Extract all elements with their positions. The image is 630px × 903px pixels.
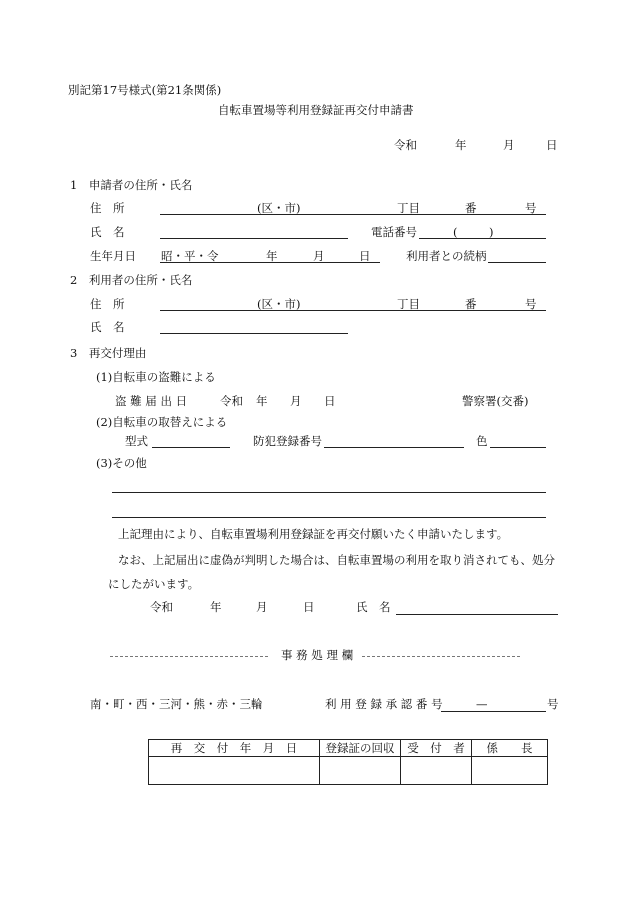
police-station: 警察署(交番) (462, 394, 529, 408)
declaration-year: 年 (210, 600, 222, 614)
date-day: 日 (546, 138, 558, 152)
theft-year: 年 (256, 394, 268, 408)
section2-heading: 2 利用者の住所・氏名 (70, 273, 193, 287)
col-certificate-recovery: 登録証の回収 (320, 740, 401, 757)
applicant-ward-city: (区・市) (257, 201, 301, 215)
cell-receiver[interactable] (401, 757, 472, 785)
reason-replacement: (2)自転車の取替えによる (96, 415, 228, 429)
other-reason-line-2[interactable] (112, 517, 546, 518)
date-month: 月 (503, 138, 515, 152)
theft-report-label: 盗 難 届 出 日 (115, 394, 188, 408)
approval-number-label: 利 用 登 録 承 認 番 号 (325, 697, 443, 711)
applicant-birth-month: 月 (313, 249, 325, 263)
applicant-go: 号 (525, 201, 537, 215)
declaration-day: 日 (303, 600, 315, 614)
user-go: 号 (525, 297, 537, 311)
applicant-address-label: 住 所 (90, 201, 125, 215)
applicant-phone-field[interactable] (419, 238, 546, 239)
cell-certificate-recovery[interactable] (320, 757, 401, 785)
crime-reg-field[interactable] (324, 447, 464, 448)
col-receiver: 受 付 者 (401, 740, 472, 757)
date-year: 年 (455, 138, 467, 152)
declaration-name-label: 氏 名 (356, 600, 391, 614)
office-branches: 南・町・西・三河・熊・赤・三輪 (90, 697, 263, 711)
cell-reissue-date[interactable] (149, 757, 320, 785)
col-section-chief: 係 長 (472, 740, 548, 757)
applicant-birth-field[interactable] (160, 262, 380, 263)
applicant-chome: 丁目 (397, 201, 420, 215)
date-era: 令和 (394, 138, 417, 152)
user-chome: 丁目 (397, 297, 420, 311)
declaration-line-1: 上記理由により、自転車置場利用登録証を再交付願いたく申請いたします。 (118, 527, 509, 541)
theft-day: 日 (324, 394, 336, 408)
approval-number-field[interactable] (441, 711, 546, 712)
declaration-name-field[interactable] (396, 614, 558, 615)
model-label: 型式 (125, 434, 148, 448)
applicant-address-field[interactable] (160, 214, 546, 215)
declaration-line-2: なお、上記届出に虚偽が判明した場合は、自転車置場の利用を取り消されても、処分 (118, 553, 555, 567)
applicant-birth-day: 日 (359, 249, 371, 263)
applicant-name-label: 氏 名 (90, 225, 125, 239)
approval-number-go: 号 (547, 697, 559, 711)
cell-section-chief[interactable] (472, 757, 548, 785)
applicant-birth-year: 年 (266, 249, 278, 263)
office-table (148, 739, 548, 785)
phone-paren-open: ( (453, 225, 458, 239)
crime-reg-label: 防犯登録番号 (253, 434, 322, 448)
user-ban: 番 (465, 297, 477, 311)
model-field[interactable] (152, 447, 230, 448)
col-reissue-date: 再 交 付 年 月 日 (149, 740, 320, 757)
office-heading: 事 務 処 理 欄 (281, 648, 354, 662)
phone-paren-close: ) (489, 225, 494, 239)
user-name-label: 氏 名 (90, 320, 125, 334)
color-field[interactable] (490, 447, 546, 448)
declaration-line-3: にしたがいます。 (108, 577, 200, 591)
theft-month: 月 (290, 394, 302, 408)
section3-heading: 3 再交付理由 (70, 346, 147, 360)
user-address-field[interactable] (160, 310, 546, 311)
office-divider-right (362, 656, 520, 657)
applicant-ban: 番 (465, 201, 477, 215)
form-id: 別記第17号様式(第21条関係) (68, 83, 222, 97)
section1-heading: 1 申請者の住所・氏名 (70, 178, 193, 192)
applicant-name-field[interactable] (160, 238, 348, 239)
reason-other: (3)その他 (96, 456, 147, 470)
declaration-month: 月 (256, 600, 268, 614)
color-label: 色 (476, 434, 488, 448)
approval-number-dash: — (476, 697, 488, 711)
form-title: 自転車置場等利用登録証再交付申請書 (218, 103, 414, 117)
applicant-birth-label: 生年月日 (90, 249, 136, 263)
user-address-label: 住 所 (90, 297, 125, 311)
declaration-era: 令和 (150, 600, 173, 614)
reason-theft: (1)自転車の盗難による (96, 370, 216, 384)
theft-era: 令和 (220, 394, 243, 408)
other-reason-line-1[interactable] (112, 492, 546, 493)
applicant-relation-field[interactable] (488, 262, 546, 263)
applicant-phone-label: 電話番号 (371, 225, 417, 239)
user-ward-city: (区・市) (257, 297, 301, 311)
office-divider-left (110, 656, 268, 657)
applicant-relation-label: 利用者との続柄 (406, 249, 487, 263)
applicant-birth-eras: 昭・平・令 (161, 249, 219, 263)
user-name-field[interactable] (160, 333, 348, 334)
